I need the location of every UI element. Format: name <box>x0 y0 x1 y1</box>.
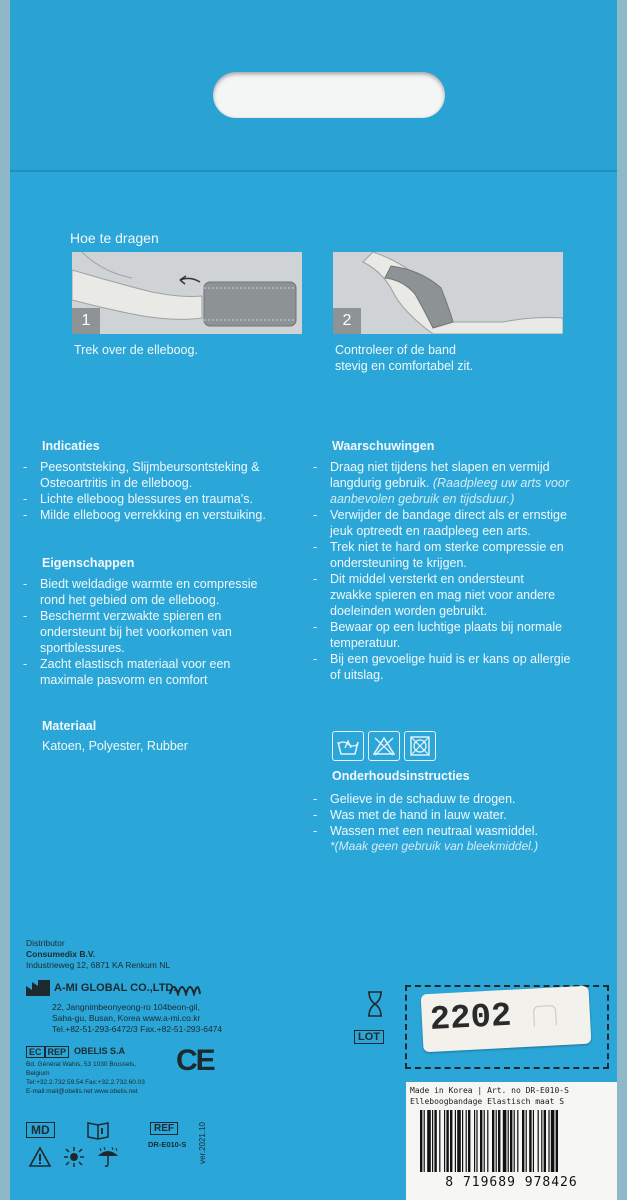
barcode-bar <box>444 1110 445 1172</box>
step-number: 2 <box>333 308 361 334</box>
barcode-bar <box>457 1110 461 1172</box>
barcode-bar <box>503 1110 507 1172</box>
barcode-bar <box>455 1110 456 1172</box>
lot-sticker <box>421 986 592 1053</box>
care-title: Onderhoudsinstructies <box>332 769 470 783</box>
list-item: - Was met de hand in lauw water. <box>310 807 538 823</box>
barcode-bar <box>517 1110 518 1172</box>
list-item: - Peesontsteking, Slijmbeursontsteking & Osteoartritis in de elleboog. <box>20 459 266 491</box>
hang-flap <box>10 0 617 172</box>
barcode-bar <box>474 1110 475 1172</box>
list-item: - Biedt weldadige warmte en compressie rond het gebied om de elleboog. <box>20 576 257 608</box>
barcode-bar <box>508 1110 509 1172</box>
keep-dry-icon <box>96 1146 120 1168</box>
product-label <box>406 1082 617 1200</box>
label-line-1: Made in Korea | Art. no DR-E010-S <box>410 1086 569 1095</box>
manufacturer-name: A-MI GLOBAL CO.,LTD. <box>54 982 177 994</box>
step-number: 1 <box>72 308 100 334</box>
warnings-title: Waarschuwingen <box>332 439 435 453</box>
care-list <box>310 791 538 839</box>
barcode-bar <box>522 1110 524 1172</box>
barcode-bar <box>476 1110 477 1172</box>
barcode-bar <box>420 1110 422 1172</box>
properties-list <box>20 576 257 688</box>
ec-rep-address: Bd. Général Wahis, 53 1030 Brussels, Belgium Tel:+32.2.732.59.54 Fax:+32.2.732.60.03 E-mail:mail@obelis.net www.obelis.net <box>26 1061 145 1095</box>
label-line-2: Elleboogbandage Elastisch maat S <box>410 1097 565 1106</box>
barcode-bar <box>498 1110 500 1172</box>
barcode-bar <box>538 1110 539 1172</box>
barcode-bar <box>427 1110 431 1172</box>
step-2-caption-line1: Controleer of de band <box>335 343 456 357</box>
barcode-bar <box>556 1110 558 1172</box>
barcode-bar <box>446 1110 448 1172</box>
barcode-bar <box>544 1110 546 1172</box>
expiry-date-icon <box>366 990 384 1018</box>
list-item: - Lichte elleboog blessures en trauma's. <box>20 491 266 507</box>
barcode <box>420 1110 610 1172</box>
barcode-bar <box>551 1110 555 1172</box>
sticker-cut-mark <box>529 1003 558 1030</box>
list-item: - Bij een gevoelige huid is er kans op allergie of uitslag. <box>310 651 570 683</box>
barcode-bar <box>468 1110 470 1172</box>
manufacturer-icon <box>24 978 52 998</box>
barcode-bar <box>510 1110 512 1172</box>
manufacturer-address: 22, Jangnimbeonyeong-ro 104beon-gil, Saha-gu, Busan, Korea www.a-mi.co.kr Tel.+82-51-293-6472/3 Fax.+82-51-293-6474 <box>52 1002 223 1034</box>
material-title: Materiaal <box>42 719 97 733</box>
care-note: *(Maak geen gebruik van bleekmiddel.) <box>330 839 539 853</box>
barcode-bar <box>462 1110 463 1172</box>
hand-wash-icon <box>332 731 364 761</box>
list-item: - Draag niet tijdens het slapen en vermijd langdurig gebruik. (Raadpleeg uw arts voor aanbevolen gebruik en tijdsduur.) <box>310 459 570 507</box>
barcode-bar <box>434 1110 436 1172</box>
list-item: - Beschermt verzwakte spieren en ondersteunt bij het voorkomen van sportblessures. <box>20 608 257 656</box>
barcode-bar <box>487 1110 488 1172</box>
indications-list <box>20 459 266 523</box>
barcode-bar <box>526 1110 527 1172</box>
ref-symbol: REF <box>150 1122 178 1135</box>
barcode-bar <box>424 1110 425 1172</box>
a-mi-logo-icon <box>168 976 202 996</box>
ec-rep-symbol: EC REP OBELIS S.A <box>26 1046 125 1058</box>
elbow-sleeve-illustration <box>333 252 563 334</box>
barcode-bar <box>432 1110 433 1172</box>
list-item: - Trek niet te hard om sterke compressie en ondersteuning te krijgen. <box>310 539 570 571</box>
how-to-title: Hoe te dragen <box>70 230 159 246</box>
caution-icon <box>28 1146 52 1168</box>
care-icons <box>332 731 436 761</box>
distributor-name: Consumedix B.V. <box>26 949 96 959</box>
barcode-bar <box>541 1110 542 1172</box>
instructions-icon <box>86 1120 112 1140</box>
ce-mark: CE <box>176 1044 214 1077</box>
package-back <box>10 0 617 1200</box>
barcode-bar <box>480 1110 482 1172</box>
md-symbol: MD <box>26 1122 55 1138</box>
keep-away-from-sunlight-icon <box>62 1146 86 1168</box>
lot-number: 2202 <box>429 997 513 1040</box>
arm-sleeve-illustration <box>72 252 302 334</box>
hang-hole <box>213 72 445 118</box>
list-item: - Dit middel versterkt en ondersteunt zwakke spieren en mag niet voor andere doeleinden worden gebruikt. <box>310 571 570 619</box>
barcode-number: 8 719689 978426 <box>445 1175 578 1190</box>
list-item: - Gelieve in de schaduw te drogen. <box>310 791 538 807</box>
lot-symbol: LOT <box>354 1030 384 1044</box>
indications-title: Indicaties <box>42 439 100 453</box>
barcode-bar <box>466 1110 467 1172</box>
ref-value: DR-E010-S <box>148 1140 187 1149</box>
warning-symbols <box>28 1146 120 1168</box>
barcode-bar <box>496 1110 497 1172</box>
no-bleach-icon <box>368 731 400 761</box>
list-item: - Bewaar op een luchtige plaats bij normale temperatuur. <box>310 619 570 651</box>
barcode-bar <box>439 1110 440 1172</box>
list-item: - Wassen met een neutraal wasmiddel. <box>310 823 538 839</box>
step-2-caption-line2: stevig en comfortabel zit. <box>335 359 474 373</box>
barcode-bar <box>548 1110 549 1172</box>
distributor-info <box>26 938 170 971</box>
step-2-illustration <box>333 252 563 334</box>
list-item: - Zacht elastisch materiaal voor een maximale pasvorm en comfort <box>20 656 257 688</box>
no-tumble-dry-icon <box>404 731 436 761</box>
barcode-bar <box>492 1110 494 1172</box>
warnings-list <box>310 459 570 683</box>
barcode-bar <box>529 1110 531 1172</box>
step-1-illustration <box>72 252 302 334</box>
version: ver.2021.10 <box>198 1122 207 1164</box>
list-item: - Milde elleboog verrekking en verstuiking. <box>20 507 266 523</box>
barcode-bar <box>484 1110 485 1172</box>
step-1-caption: Trek over de elleboog. <box>74 343 198 357</box>
material-text: Katoen, Polyester, Rubber <box>42 739 188 753</box>
list-item: - Verwijder de bandage direct als er ernstige jeuk optreedt en raadpleeg een arts. <box>310 507 570 539</box>
distributor-address: Industrieweg 12, 6871 KA Renkum NL <box>26 960 171 970</box>
ec-rep-name: OBELIS S.A <box>74 1046 126 1056</box>
barcode-bar <box>450 1110 452 1172</box>
properties-title: Eigenschappen <box>42 556 135 570</box>
distributor-label: Distributor <box>26 938 65 948</box>
barcode-bar <box>514 1110 515 1172</box>
barcode-bar <box>533 1110 534 1172</box>
